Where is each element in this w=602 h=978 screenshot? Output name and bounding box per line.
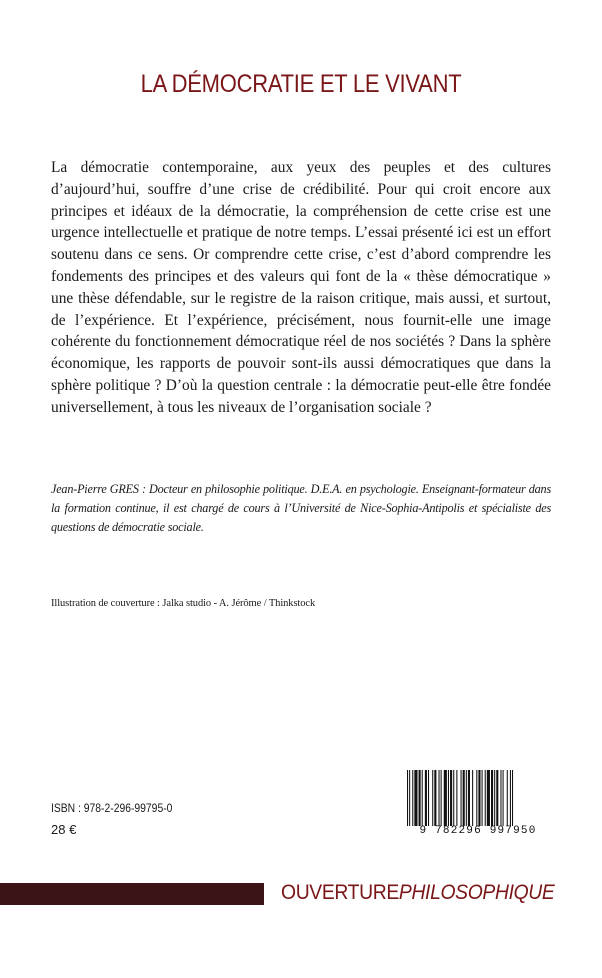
barcode-bar — [476, 770, 477, 826]
illustration-credit: Illustration de couverture : Jalka studio - A. Jérôme / Thinkstock — [51, 598, 316, 609]
back-cover-summary: La démocratie contemporaine, aux yeux des peuples et des cultures d’aujourd’hui, souffre d’une crise de crédibilité. Pour qui croit encore aux principes et idéaux de la démocratie, la compréhension de cette crise est une urgence intellectuelle et pratique de notre temps. L’essai présenté ici est un effort soutenu dans ce sens. Or comprendre cette crise, c’est d’abord comprendre les fondements des principes et des valeurs qui font de la « thèse démocratique » une thèse défendable, sur le registre de la raison critique, mais aussi, et surtout, de l’expérience. Et l’expérience, précisément, nous fournit-elle une image cohérente du fonctionnement démocratique réel de nos sociétés ? Dans la sphère économique, les rapports de pouvoir sont-ils aussi démocratiques que dans la sphère politique ? D’où la question centrale : la démocratie peut-elle être fondée universellement, à tous les niveaux de l’organisation sociale ? — [51, 159, 551, 416]
barcode-bar — [478, 770, 480, 826]
barcode-bar — [494, 770, 495, 826]
barcode-bar — [487, 770, 490, 826]
barcode-number: 9 782296 997950 — [419, 825, 537, 837]
barcode-bars-icon — [405, 770, 551, 826]
barcode-bar — [512, 770, 513, 826]
barcode-bar — [463, 770, 465, 826]
barcode — [405, 770, 551, 838]
barcode-bar — [468, 770, 470, 826]
collection-name-part1: OUVERTURE — [281, 880, 399, 904]
barcode-bar — [407, 770, 408, 826]
barcode-bar — [466, 770, 467, 826]
barcode-bar — [439, 770, 440, 826]
barcode-bar — [482, 770, 483, 826]
barcode-bar — [412, 770, 413, 826]
barcode-bar — [422, 770, 423, 826]
barcode-bar — [510, 770, 511, 826]
collection-bar — [0, 883, 264, 905]
barcode-bar — [491, 770, 493, 826]
author-bio: Jean-Pierre GRES : Docteur en philosophie politique. D.E.A. en psychologie. Enseignant-formateur dans la formation continue, il est chargé de cours à l’Université de Nice-Sophia-Antipolis et spécialiste des questions de démocratie sociale. — [51, 482, 551, 534]
barcode-bar — [453, 770, 454, 826]
barcode-bar — [432, 770, 433, 826]
barcode-bar — [450, 770, 452, 826]
barcode-bar — [428, 770, 429, 826]
barcode-bar — [425, 770, 427, 826]
barcode-bar — [461, 770, 462, 826]
barcode-bar — [485, 770, 486, 826]
barcode-bar — [414, 770, 417, 826]
collection-name — [281, 880, 554, 905]
barcode-bar — [503, 770, 504, 826]
barcode-bar — [456, 770, 457, 826]
price: 28 € — [51, 822, 77, 837]
barcode-bar — [444, 770, 447, 826]
barcode-bar — [507, 770, 508, 826]
barcode-bar — [500, 770, 501, 826]
barcode-bar — [419, 770, 421, 826]
barcode-bar — [434, 770, 436, 826]
barcode-bar — [496, 770, 498, 826]
isbn: ISBN : 978-2-296-99795-0 — [51, 803, 173, 815]
barcode-bar — [472, 770, 473, 826]
barcode-bar — [441, 770, 442, 826]
book-title: LA DÉMOCRATIE ET LE VIVANT — [140, 70, 462, 98]
barcode-bar — [448, 770, 449, 826]
barcode-bar — [409, 770, 410, 826]
collection-name-part2: PHILOSOPHIQUE — [398, 880, 555, 904]
